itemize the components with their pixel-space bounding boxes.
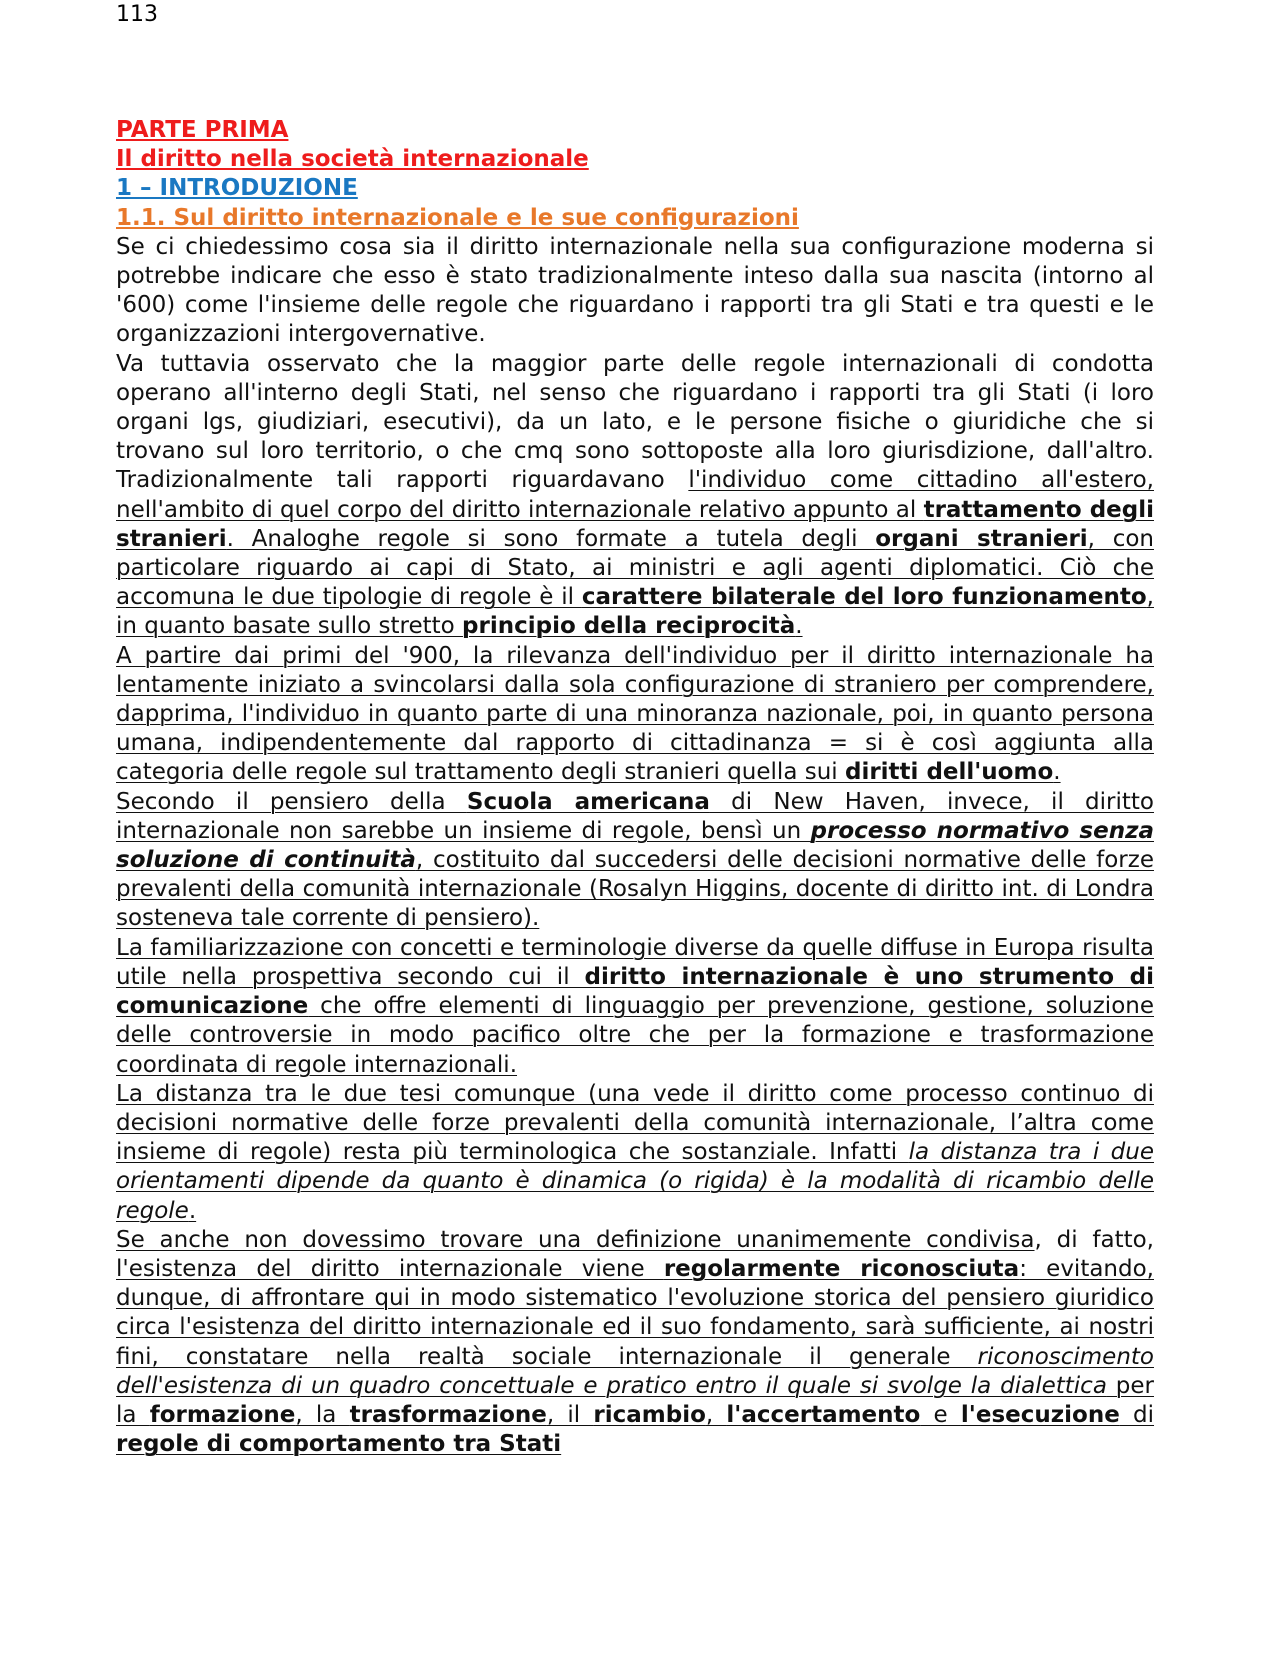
paragraph-4 [116, 788, 1154, 934]
underlined-run: Secondo il pensiero della [116, 788, 467, 815]
bold-term: ricambio [593, 1401, 706, 1428]
bold-term: trattamento degli stranieri [116, 496, 1154, 552]
paragraph-5 [116, 934, 1154, 1080]
underlined-run: , la [295, 1401, 350, 1428]
bold-term: regole di comportamento tra Stati [116, 1431, 562, 1458]
bold-term: organi stranieri [875, 525, 1088, 552]
underlined-run: Se anche non dovessimo trovare una definizione unanimemente condivisa [116, 1226, 1035, 1253]
italic-run: la distanza tra i due orientamenti dipende da quanto è dinamica (o rigida) è la modalità di ricambio delle regole [116, 1139, 1154, 1224]
text-run: , di fatto, [1034, 1226, 1154, 1253]
underlined-run: , [705, 1401, 727, 1428]
bold-term: diritti dell'uomo [844, 759, 1054, 786]
underlined-run: . [1053, 759, 1061, 786]
paragraph-6 [116, 1080, 1154, 1226]
italic-run: riconoscimento dell'esistenza di un quadro concettuale e pratico entro il quale si svolge la dialettica [116, 1343, 1154, 1399]
part-heading: PARTE PRIMA [116, 117, 289, 143]
page-number: 113 [116, 2, 158, 27]
section-heading: 1.1. Sul diritto internazionale e le sue configurazioni [116, 204, 799, 231]
part-title: Il diritto nella società internazionale [116, 146, 589, 173]
bold-term: diritto internazionale è uno strumento di comunicazione [116, 963, 1154, 1020]
text-run: Va tuttavia osservato che la maggior parte delle regole internazionali di condotta operano all'interno degli Stati, nel senso che riguardano i rapporti tra gli Stati (i loro organi lgs, giudiziari, esecutivi), da un lato, e le persone fisiche o giuridiche che si trovano sul loro territorio, o che cmq sono sottoposte alla loro giurisdizione, dall'altro. Tradizionalmente tali rapporti riguardavano [116, 350, 1154, 494]
underlined-run: e [920, 1401, 961, 1428]
underlined-run: di [1119, 1401, 1155, 1428]
underlined-run: , il [546, 1401, 594, 1428]
bold-term: l'accertamento [726, 1401, 921, 1428]
underlined-run: La familiarizzazione con concetti e terminologie diverse da quelle diffuse in Europa risulta utile nella prospettiva secondo cui il [116, 934, 1154, 990]
bold-term: Scuola americana [466, 788, 710, 815]
page-content [116, 116, 1154, 1459]
bold-term: trasformazione [349, 1401, 547, 1428]
text-run: Se ci chiedessimo cosa sia il diritto internazionale nella sua configurazione moderna si potrebbe indicare che esso è stato tradizionalmente inteso dalla sua nascita (intorno al '600) come l'insieme delle regole che riguardano i rapporti tra gli Stati e tra questi e le organizzazioni intergovernative. [116, 233, 1154, 348]
underlined-run: di New Haven, invece, il diritto internazionale non sarebbe un insieme di regole, bensì un [116, 788, 1154, 844]
underlined-run: A partire dai primi del '900, la rilevanza dell'individuo per il diritto internazionale ha lentamente iniziato a svincolarsi dalla sola configurazione di straniero per comprendere, dapprima, l'individuo in quanto parte di una minoranza nazionale, poi, in quanto persona umana, indipendentemente dal rapporto di cittadinanza = si è così aggiunta alla categoria delle regole sul trattamento degli stranieri quella sui [116, 642, 1154, 786]
underlined-run: , costituito dal succedersi delle decisioni normative delle forze prevalenti della comunità internazionale (Rosalyn Higgins, docente di diritto int. di Londra sosteneva tale corrente di pensiero). [116, 847, 1154, 932]
bold-term: formazione [149, 1401, 296, 1428]
underlined-run: , con particolare riguardo ai capi di Stato, ai ministri e agli agenti diplomatici. Ciò che accomuna le due tipologie di regole è il [116, 525, 1154, 611]
bold-italic-text: processo normativo senza soluzione di continuità [116, 817, 1154, 874]
chapter-heading: 1 – INTRODUZIONE [116, 175, 358, 202]
underlined-run: . Analoghe regole si sono formate a tutela degli [226, 525, 876, 552]
underlined-run: , in quanto basate sullo stretto [116, 584, 1154, 640]
paragraph-2 [116, 350, 1154, 642]
underlined-run: l'esistenza del diritto internazionale viene [116, 1255, 664, 1282]
paragraph-1 [116, 233, 1154, 350]
underlined-run: l'individuo come cittadino all'estero, nell'ambito di quel corpo del diritto internazionale relativo appunto al [116, 467, 1154, 523]
underlined-run: : evitando, dunque, di affrontare qui in modo sistematico l'evoluzione storica del pensiero giuridico circa l'esistenza del diritto internazionale ed il suo fondamento, sarà sufficiente, ai nostri fini, constatare nella realtà sociale internazionale il generale [116, 1255, 1154, 1370]
bold-term: l'esecuzione [960, 1401, 1120, 1428]
underlined-run: che offre elementi di linguaggio per prevenzione, gestione, soluzione delle controversie in modo pacifico oltre che per la formazione e trasformazione coordinata di regole internazionali. [116, 993, 1154, 1078]
bold-term: regolarmente riconosciuta [663, 1255, 1020, 1282]
bold-term: carattere bilaterale del loro funzionamento [581, 584, 1147, 611]
underlined-run: per la [116, 1372, 1154, 1428]
underlined-run: . [188, 1197, 197, 1224]
paragraph-3 [116, 642, 1154, 788]
bold-term: principio della reciprocità [462, 613, 796, 640]
underlined-run: . [795, 613, 803, 640]
paragraph-7 [116, 1226, 1154, 1460]
underlined-run: La distanza tra le due tesi comunque (una vede il diritto come processo continuo di decisioni normative delle forze prevalenti della comunità internazionale, l’altra come insieme di regole) resta più terminologica che sostanziale. Infatti [116, 1080, 1154, 1166]
